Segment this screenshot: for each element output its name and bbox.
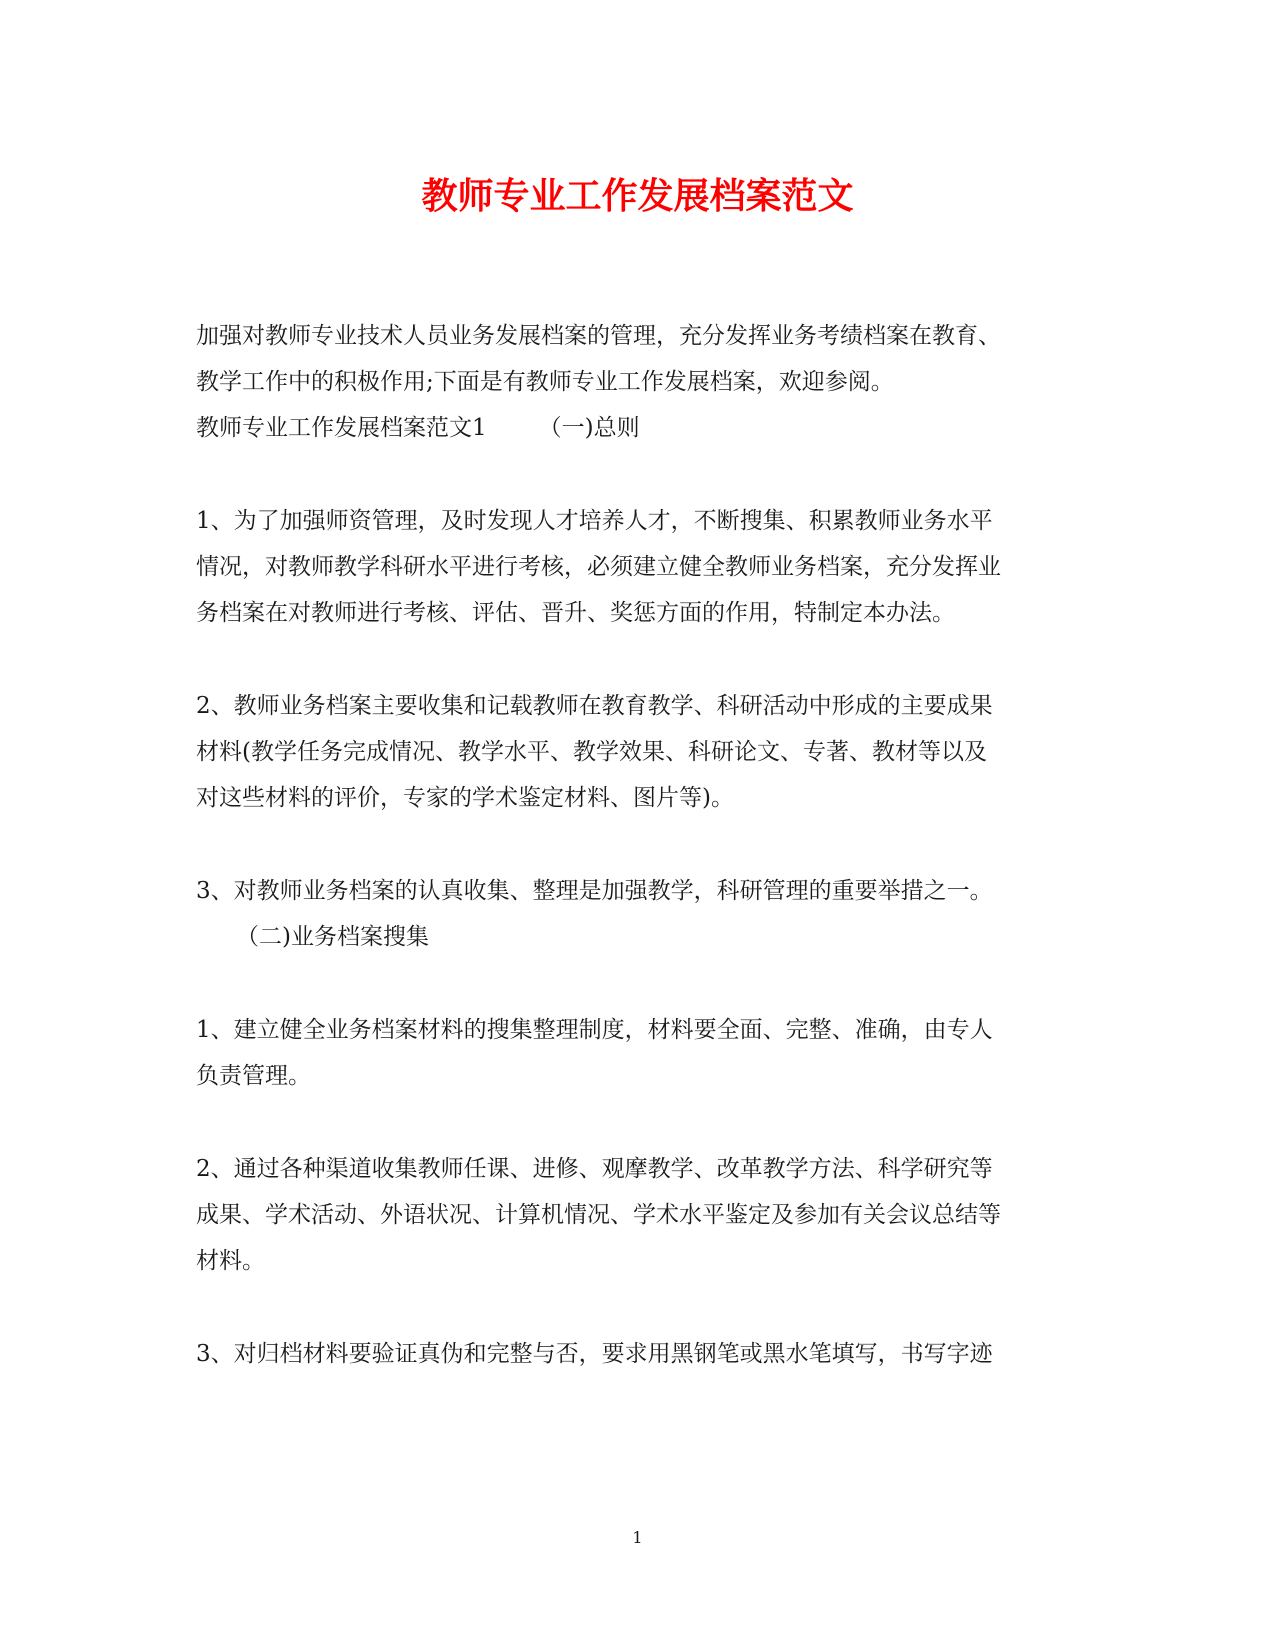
section-1-heading <box>196 412 640 444</box>
item-2-line-2: 材料(教学任务完成情况、教学水平、教学效果、科研论文、专著、教材等以及 <box>196 739 987 765</box>
item-5-line-1: 2、通过各种渠道收集教师任课、进修、观摩教学、改革教学方法、科学研究等 <box>196 1156 993 1182</box>
item-3-line-1: 3、对教师业务档案的认真收集、整理是加强教学，科研管理的重要举措之一。 <box>196 878 993 904</box>
item-1-line-1: 1、为了加强师资管理，及时发现人才培养人才，不断搜集、积累教师业务水平 <box>196 508 993 534</box>
item-1-line-3: 务档案在对教师进行考核、评估、晋升、奖惩方面的作用，特制定本办法。 <box>196 600 955 626</box>
intro-line-2: 教学工作中的积极作用;下面是有教师专业工作发展档案，欢迎参阅。 <box>196 369 894 395</box>
item-4-line-1: 1、建立健全业务档案材料的搜集整理制度，材料要全面、完整、准确，由专人 <box>196 1017 993 1043</box>
item-2-line-3: 对这些材料的评价，专家的学术鉴定材料、图片等)。 <box>196 785 734 811</box>
item-5-line-2: 成果、学术活动、外语状况、计算机情况、学术水平鉴定及参加有关会议总结等 <box>196 1202 1001 1228</box>
item-2-line-1: 2、教师业务档案主要收集和记载教师在教育教学、科研活动中形成的主要成果 <box>196 693 993 719</box>
item-4-line-2: 负责管理。 <box>196 1063 311 1089</box>
section-1-subtitle: （一)总则 <box>538 415 640 441</box>
section-2-heading: （二)业务档案搜集 <box>236 924 429 950</box>
item-6-line-1: 3、对归档材料要验证真伪和完整与否，要求用黑钢笔或黑水笔填写，书写字迹 <box>196 1341 993 1367</box>
section-1-title: 教师专业工作发展档案范文1 <box>196 415 487 441</box>
document-title: 教师专业工作发展档案范文 <box>421 175 854 217</box>
item-1-line-2: 情况，对教师教学科研水平进行考核，必须建立健全教师业务档案，充分发挥业 <box>196 554 1001 580</box>
item-5-line-3: 材料。 <box>196 1248 265 1274</box>
page-number: 1 <box>632 1528 643 1547</box>
intro-line-1: 加强对教师专业技术人员业务发展档案的管理，充分发挥业务考绩档案在教育、 <box>196 323 1001 349</box>
